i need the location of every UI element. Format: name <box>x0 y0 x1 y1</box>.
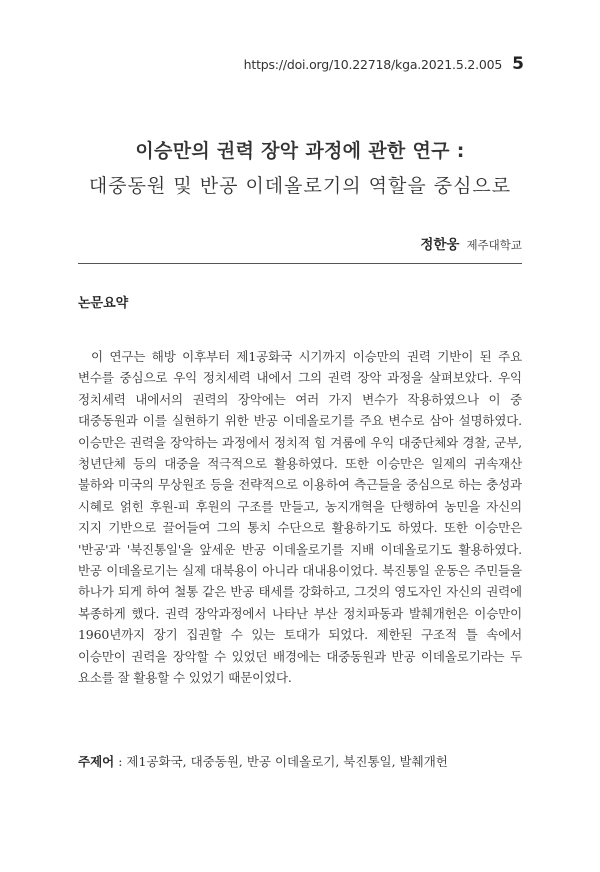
keywords-separator: : <box>114 754 127 769</box>
page-header <box>244 54 524 74</box>
author-affiliation: 제주대학교 <box>466 238 522 252</box>
paper-subtitle: 대중동원 및 반공 이데올로기의 역할을 중심으로 <box>88 175 512 197</box>
keywords-list: 제1공화국, 대중동원, 반공 이데올로기, 북진통일, 발췌개헌 <box>126 754 448 769</box>
page-number: 5 <box>512 54 524 74</box>
keywords-line <box>78 752 448 770</box>
title-block <box>0 136 600 198</box>
paper-title: 이승만의 권력 장악 과정에 관한 연구 : <box>135 140 465 162</box>
author-name: 정한웅 <box>420 237 460 253</box>
doi-link[interactable]: https://doi.org/10.22718/kga.2021.5.2.005 <box>243 57 503 72</box>
abstract-heading: 논문요약 <box>78 296 129 311</box>
keywords-label: 주제어 <box>78 754 115 769</box>
author-line <box>420 233 522 253</box>
title-divider <box>78 263 522 264</box>
abstract-body: 이 연구는 해방 이후부터 제1공화국 시기까지 이승만의 권력 기반이 된 주요 변수를 중심으로 우익 정치세력 내에서 그의 권력 장악 과정을 살펴보았다. 우익 정치세력 내에서의 권력의 장악에는 여러 가지 변수가 작용하였으나 이 중 대중동원과 이를 실현하기 위한 반공 이데올로기를 주요 변수로 삼아 설명하였다. 이승만은 권력을 장악하는 과정에서 정치적 힘 겨룸에 우익 대중단체와 경찰, 군부, 청년단체 등의 대중을 적극적으로 활용하였다. 또한 이승만은 일제의 귀속재산 불하와 미국의 무상원조 등을 전략적으로 이용하여 측근들을 중심으로 하는 충성과 시혜로 얽힌 후원-피 후원의 구조를 만들고, 농지개혁을 단행하여 농민을 자신의 지지 기반으로 끌어들여 그의 통치 수단으로 활용하기도 하였다. 또한 이승만은 '반공'과 '북진통일'을 앞세운 반공 이데올로기를 지배 이데올로기도 활용하였다. 반공 이데올로기는 실제 대북용이 아니라 대내용이었다. 북진통일 운동은 주민들을 하나가 되게 하여 철통 같은 반공 태세를 강화하고, 그것의 영도자인 자신의 권력에 복종하게 했다. 권력 장악과정에서 나타난 부산 정치파동과 발췌개헌은 이승만이 1960년까지 장기 집권할 수 있는 토대가 되었다. 제한된 구조적 틀 속에서 이승만이 권력을 장악할 수 있었던 배경에는 대중동원과 반공 이데올로기라는 두 요소를 잘 활용할 수 있었기 때문이었다. <box>78 349 522 686</box>
